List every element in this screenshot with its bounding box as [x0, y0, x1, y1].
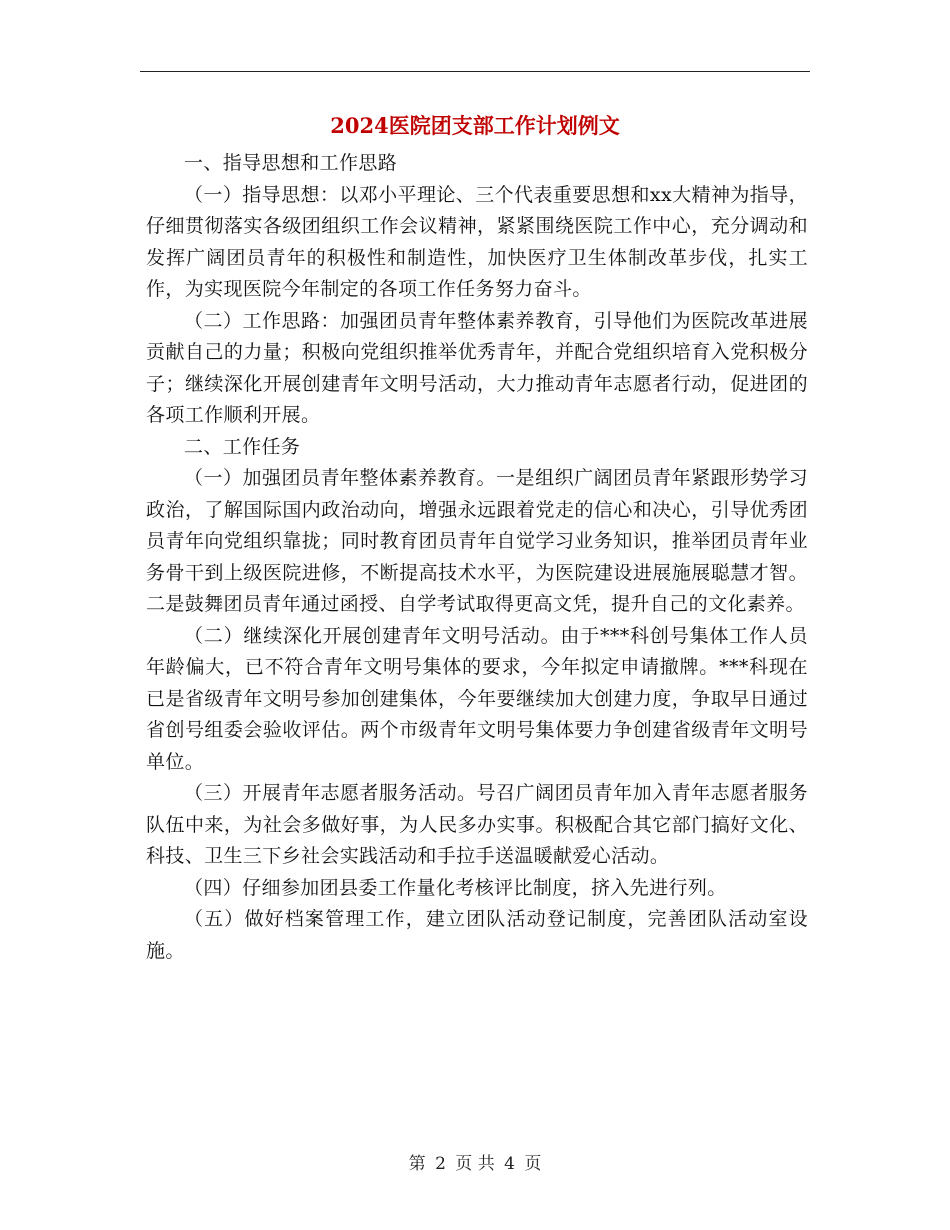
current-page-number: 2	[435, 1154, 446, 1174]
header-rule	[140, 71, 810, 72]
paragraph-task-3: （三）开展青年志愿者服务活动。号召广阔团员青年加入青年志愿者服务队伍中来，为社会多做好事，为人民多办实事。积极配合其它部门搞好文化、科技、卫生三下乡社会实践活动和手拉手送温暖献爱心活动。	[146, 782, 808, 867]
document-body	[146, 148, 808, 967]
footer-mid: 页 共	[455, 1154, 495, 1174]
total-pages-number: 4	[504, 1154, 515, 1174]
document-title: 2024医院团支部工作计划例文	[330, 113, 620, 138]
paragraph-task-1: （一）加强团员青年整体素养教育。一是组织广阔团员青年紧跟形势学习政治，了解国际国内政治动向，增强永远跟着党走的信心和决心，引导优秀团员青年向党组织靠拢；同时教育团员青年自觉学习业务知识，推举团员青年业务骨干到上级医院进修，不断提高技术水平，为医院建设进展施展聪慧才智。二是鼓舞团员青年通过函授、自学考试取得更高文凭，提升自己的文化素养。	[146, 467, 808, 615]
paragraph-task-4: （四）仔细参加团县委工作量化考核评比制度，挤入先进行列。	[184, 876, 727, 899]
footer-prefix: 第	[408, 1154, 426, 1174]
footer-suffix: 页	[524, 1154, 542, 1174]
paragraph-guiding-thought: （一）指导思想：以邓小平理论、三个代表重要思想和xx大精神为指导，仔细贯彻落实各级团组织工作会议精神，紧紧围绕医院工作中心，充分调动和发挥广阔团员青年的积极性和制造性，加快医疗卫生体制改革步伐，扎实工作，为实现医院今年制定的各项工作任务努力奋斗。	[146, 183, 808, 300]
paragraph-task-2: （二）继续深化开展创建青年文明号活动。由于***科创号集体工作人员年龄偏大，已不符合青年文明号集体的要求，今年拟定申请撤牌。***科现在已是省级青年文明号参加创建集体，今年要继续加大创建力度，争取早日通过省创号组委会验收评估。两个市级青年文明号集体要力争创建省级青年文明号单位。	[146, 624, 808, 773]
page-footer	[0, 1152, 950, 1176]
paragraph-task-5: （五）做好档案管理工作，建立团队活动登记制度，完善团队活动室设施。	[146, 908, 808, 962]
section-heading-2: 二、工作任务	[184, 435, 301, 458]
paragraph-work-approach: （二）工作思路：加强团员青年整体素养教育，引导他们为医院改革进展贡献自己的力量；积极向党组织推举优秀青年，并配合党组织培育入党积极分子；继续深化开展创建青年文明号活动，大力推动青年志愿者行动，促进团的各项工作顺利开展。	[146, 309, 808, 426]
section-heading-1: 一、指导思想和工作思路	[184, 152, 398, 174]
